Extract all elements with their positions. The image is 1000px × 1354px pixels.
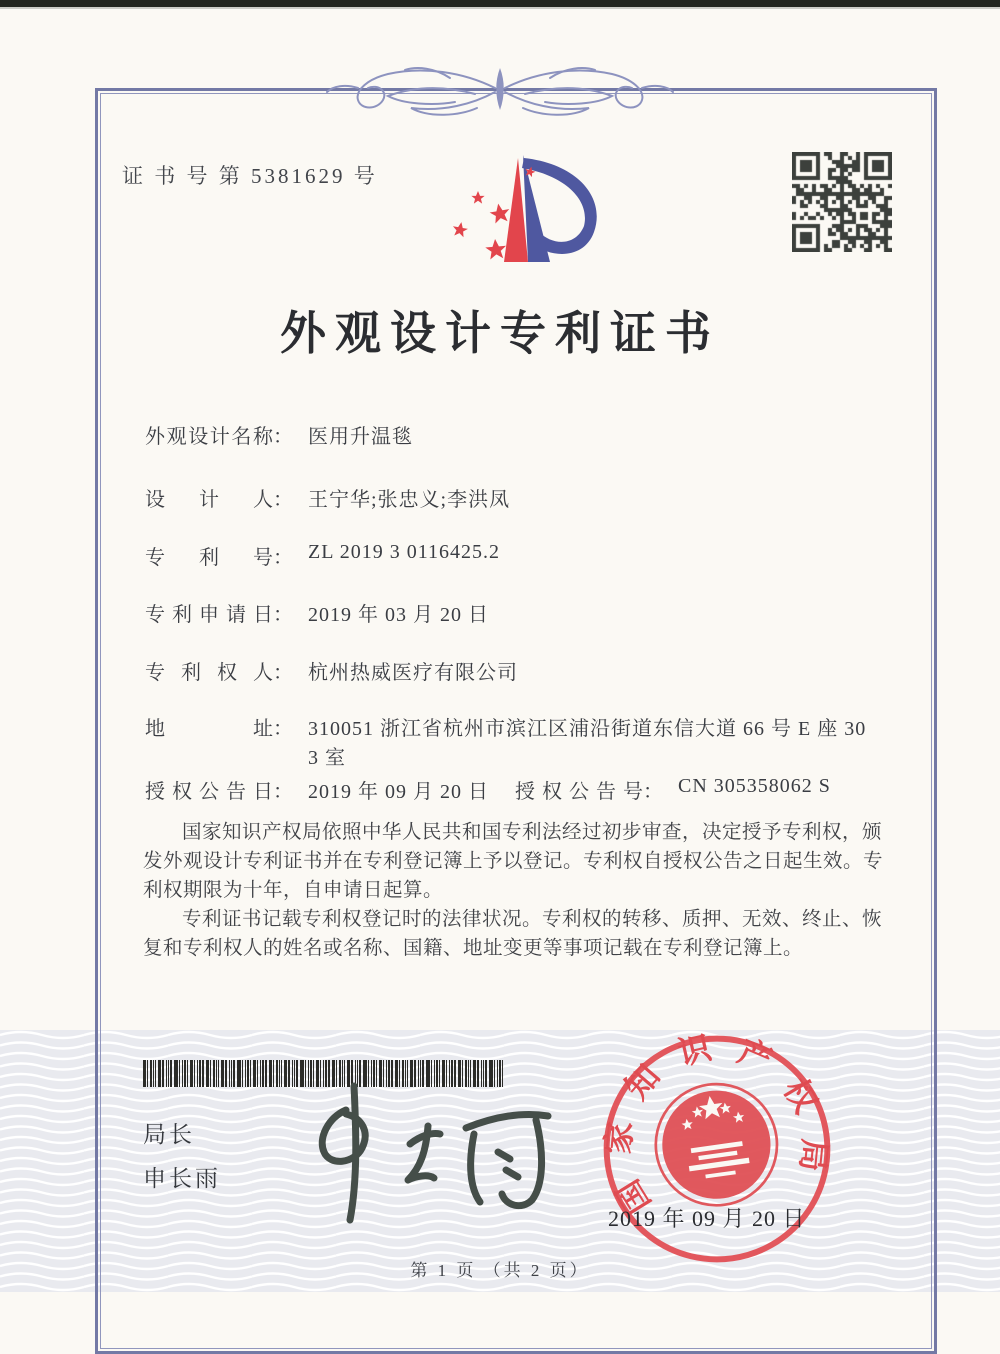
cnipa-seal (583, 1015, 852, 1284)
legal-paragraph-2: 专利证书记载专利权登记时的法律状况。专利权的转移、质押、无效、终止、恢复和专利权人的姓名或名称、国籍、地址变更等事项记载在专利登记簿上。 (143, 909, 883, 959)
field-value: 杭州热威医疗有限公司 (308, 662, 518, 684)
field-label: 地址 (145, 718, 273, 740)
field-label: 授权公告号 (515, 781, 643, 803)
field-label: 授权公告日 (145, 781, 273, 803)
field-grant-number: 授权公告号： CN 305358062 S (515, 775, 831, 803)
signer-name: 申长雨 (143, 1166, 221, 1191)
certificate-number: 证 书 号 第 5381629 号 (122, 164, 378, 188)
field-label: 专利权人 (145, 662, 273, 684)
field-value: 王宁华;张忠义;李洪凤 (308, 489, 511, 511)
national-emblem-icon (648, 1076, 785, 1213)
page-footer: 第 1 页 （共 2 页） (410, 1261, 590, 1280)
field-design-name: 外观设计名称： 医用升温毯 (145, 420, 413, 449)
field-value: 2019 年 09 月 20 日 (308, 781, 489, 803)
field-filing-date: 专利申请日： 2019 年 03 月 20 日 (145, 598, 489, 627)
signer-role: 局长 (143, 1122, 195, 1147)
field-label: 专利申请日 (145, 604, 273, 626)
field-value: CN 305358062 S (678, 775, 831, 797)
field-value: 2019 年 03 月 20 日 (308, 604, 489, 626)
border-flourish-icon (325, 48, 675, 124)
certificate-title: 外观设计专利证书 (280, 308, 720, 359)
scanner-edge (0, 0, 1000, 7)
seal-date: 2019 年 09 月 20 日 (608, 1206, 806, 1231)
field-patentee: 专利权人： 杭州热威医疗有限公司 (145, 656, 518, 685)
field-label: 外观设计名称 (145, 426, 273, 448)
field-grant-row: 授权公告日： 2019 年 09 月 20 日 授权公告号： CN 305358062 S (145, 775, 831, 803)
scanner-edge-shadow (0, 7, 1000, 9)
field-label: 专利号 (145, 547, 273, 569)
field-value: 医用升温毯 (308, 426, 413, 448)
field-patent-number: 专利号： ZL 2019 3 0116425.2 (145, 541, 500, 569)
field-address: 地址： 310051 浙江省杭州市滨江区浦沿街道东信大道 66 号 E 座 30 3 室 (145, 712, 866, 770)
qr-code-icon (792, 152, 892, 252)
seal-text: 国家知识产权局 (601, 1030, 833, 1220)
field-address-line2: 3 室 (308, 747, 346, 769)
commissioner-signature (258, 1068, 570, 1236)
field-value: ZL 2019 3 0116425.2 (308, 541, 500, 563)
field-label: 设计人 (145, 489, 273, 511)
legal-paragraph-1: 国家知识产权局依照中华人民共和国专利法经过初步审查，决定授予专利权，颁发外观设计专利证书并在专利登记簿上予以登记。专利权自授权公告之日起生效。专利权期限为十年，自申请日起算。 (143, 822, 884, 901)
field-designers: 设计人： 王宁华;张忠义;李洪凤 (145, 483, 510, 512)
legal-text (143, 818, 895, 963)
cnipa-logo-icon (438, 150, 623, 292)
field-value: 310051 浙江省杭州市滨江区浦沿街道东信大道 66 号 E 座 30 3 室 (308, 718, 867, 769)
